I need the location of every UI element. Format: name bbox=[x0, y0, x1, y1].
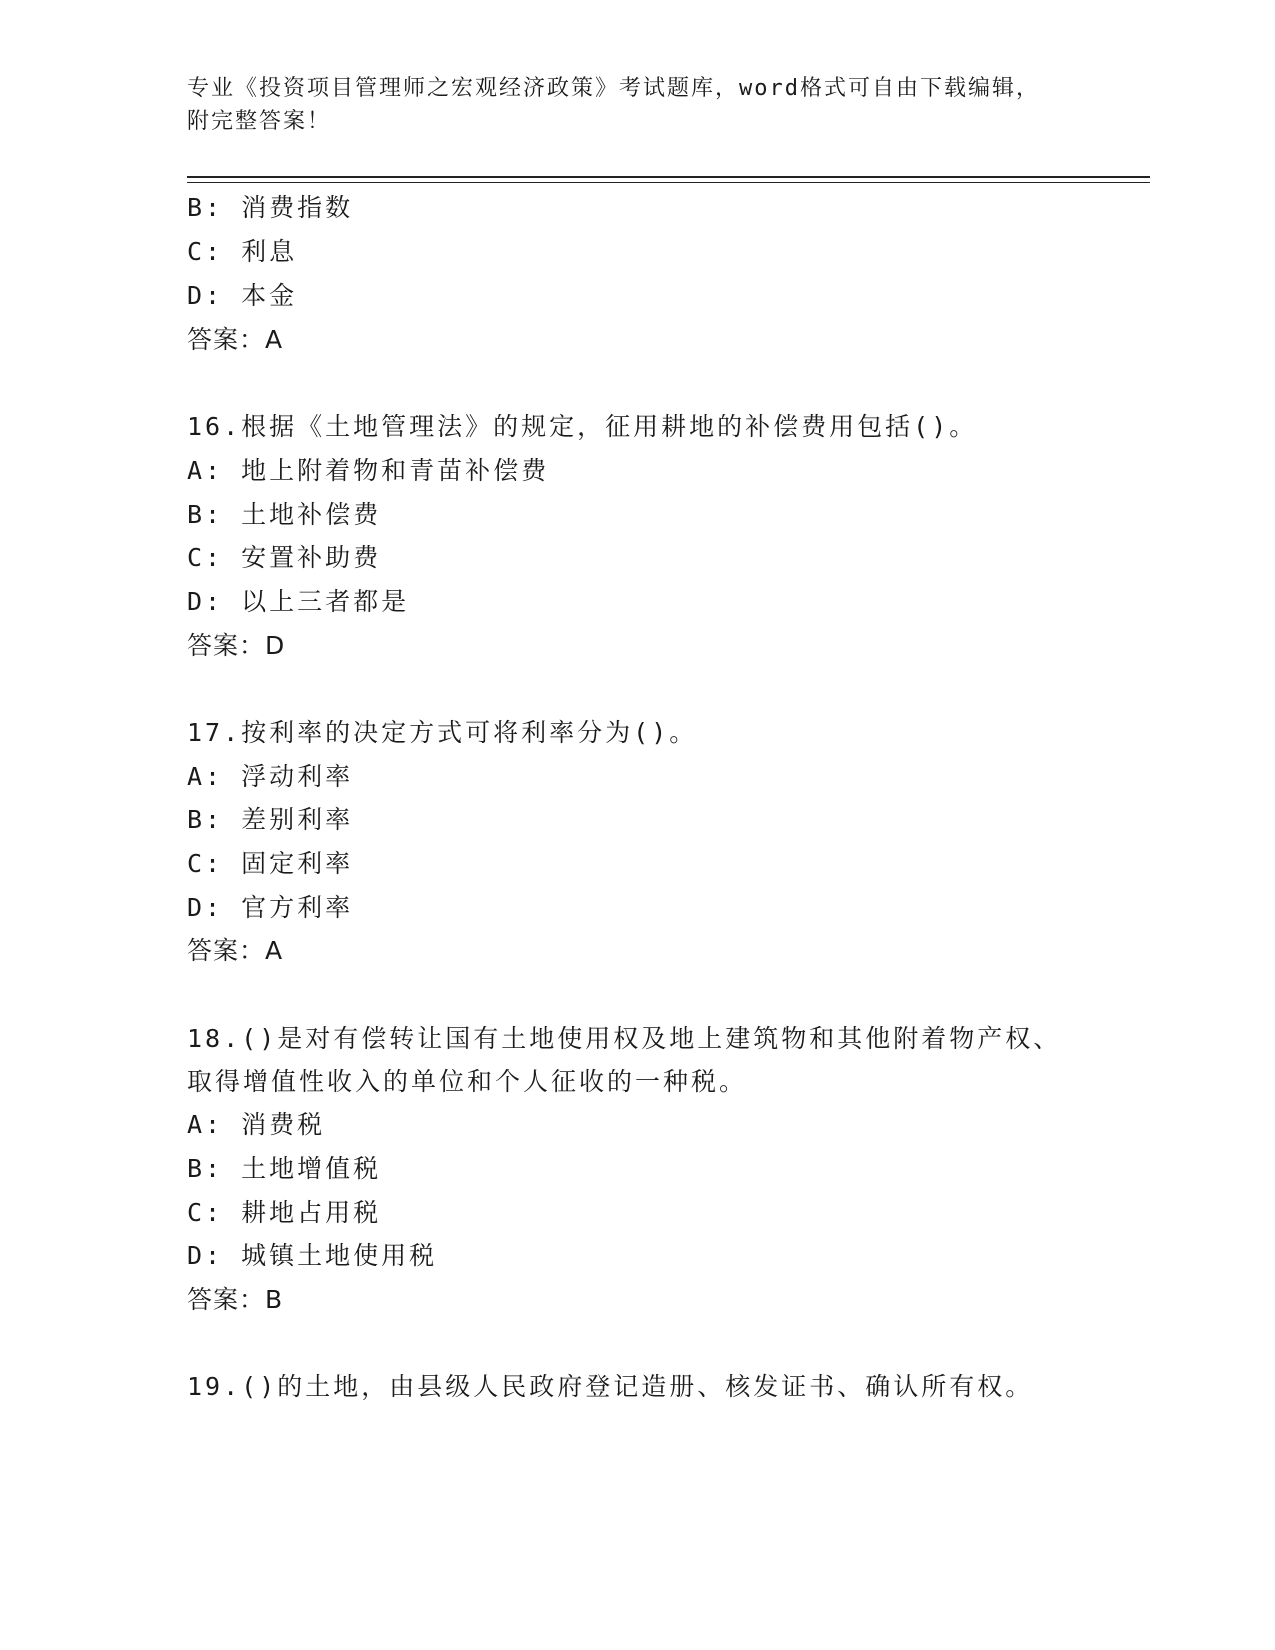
q15-option-d: D: 本金 bbox=[187, 281, 298, 310]
q17-question: 17.按利率的决定方式可将利率分为()。 bbox=[187, 718, 698, 747]
q17-option-a: A: 浮动利率 bbox=[187, 762, 354, 791]
header-line-2: 附完整答案！ bbox=[187, 109, 332, 134]
q15-option-c: C: 利息 bbox=[187, 237, 298, 266]
q18-option-a: A: 消费税 bbox=[187, 1110, 326, 1139]
q16-option-b: B: 土地补偿费 bbox=[187, 500, 382, 529]
header-rule-thin bbox=[187, 182, 1150, 183]
header-rule-thick bbox=[187, 176, 1150, 178]
q16-option-a: A: 地上附着物和青苗补偿费 bbox=[187, 456, 550, 485]
q17-option-c: C: 固定利率 bbox=[187, 849, 354, 878]
q18-option-d: D: 城镇土地使用税 bbox=[187, 1241, 438, 1270]
q18-option-c: C: 耕地占用税 bbox=[187, 1198, 382, 1227]
q18-question-line-2: 取得增值性收入的单位和个人征收的一种税。 bbox=[187, 1067, 748, 1096]
q19-question: 19.()的土地，由县级人民政府登记造册、核发证书、确认所有权。 bbox=[187, 1372, 1034, 1401]
q16-question: 16.根据《土地管理法》的规定，征用耕地的补偿费用包括()。 bbox=[187, 412, 978, 441]
q16-option-c: C: 安置补助费 bbox=[187, 543, 382, 572]
q16-option-d: D: 以上三者都是 bbox=[187, 587, 410, 616]
q15-answer: 答案：A bbox=[187, 325, 284, 354]
document-header bbox=[187, 72, 1087, 138]
q17-option-d: D: 官方利率 bbox=[187, 893, 354, 922]
q15-option-b: B: 消费指数 bbox=[187, 193, 354, 222]
q18-answer: 答案：B bbox=[187, 1285, 284, 1314]
header-line-1: 专业《投资项目管理师之宏观经济政策》考试题库，word格式可自由下载编辑， bbox=[187, 76, 1040, 101]
q16-answer: 答案：D bbox=[187, 631, 286, 660]
q18-option-b: B: 土地增值税 bbox=[187, 1154, 382, 1183]
q17-answer: 答案：A bbox=[187, 936, 284, 965]
q17-option-b: B: 差别利率 bbox=[187, 805, 354, 834]
q18-question-line-1: 18.()是对有偿转让国有土地使用权及地上建筑物和其他附着物产权、 bbox=[187, 1024, 1062, 1053]
